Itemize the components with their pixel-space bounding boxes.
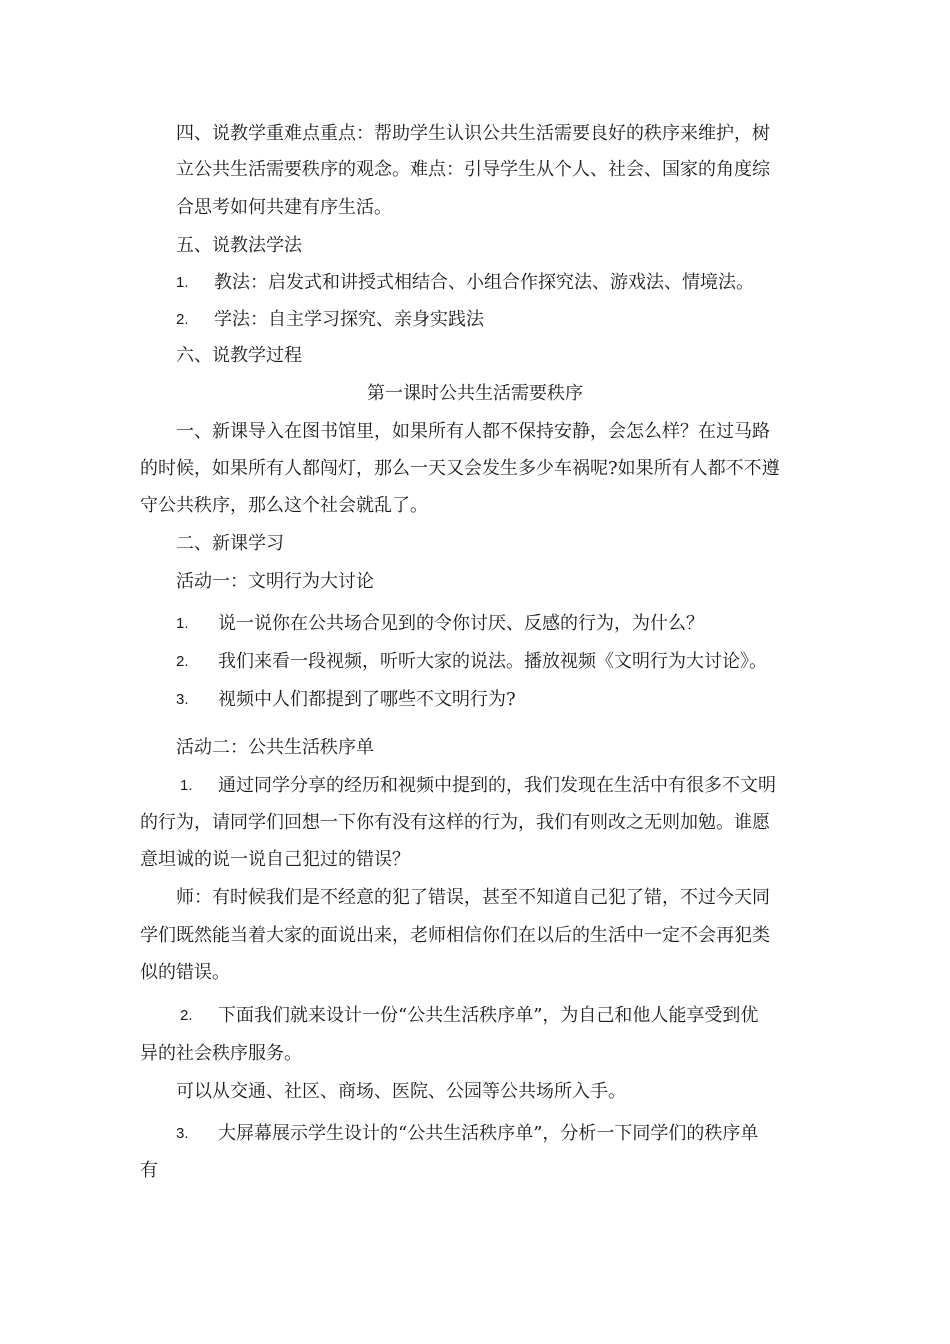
intro-line3: 守公共秩序，那么这个社会就乱了。 <box>140 495 428 516</box>
section6-heading: 六、说教学过程 <box>176 345 302 366</box>
section4-line2: 立公共生活需要秩序的观念。难点：引导学生从个人、社会、国家的角度综 <box>176 159 770 180</box>
activity1-item1-number: 1. <box>176 615 189 632</box>
section5-item2-text: 学法：自主学习探究、亲身实践法 <box>214 309 484 330</box>
activity2-p3-number: 3. <box>176 1125 189 1142</box>
activity1-item2-number: 2. <box>176 653 189 670</box>
teacher-line3: 似的错误。 <box>140 962 230 983</box>
activity2-p2-note: 可以从交通、社区、商场、医院、公园等公共场所入手。 <box>176 1081 626 1102</box>
new-lesson-heading: 二、新课学习 <box>176 533 284 554</box>
activity1-heading: 活动一：文明行为大讨论 <box>176 571 374 592</box>
section5-heading: 五、说教法学法 <box>176 235 302 256</box>
activity1-item2-text: 我们来看一段视频，听听大家的说法。播放视频《文明行为大讨论》。 <box>218 651 767 672</box>
activity2-p2-line1: 下面我们就来设计一份“公共生活秩序单”，为自己和他人能享受到优 <box>218 1005 759 1026</box>
intro-line1: 一、新课导入在图书馆里，如果所有人都不保持安静，会怎么样？在过马路 <box>176 421 770 442</box>
activity2-p2-line2: 异的社会秩序服务。 <box>140 1043 302 1064</box>
intro-line2: 的时候，如果所有人都闯灯，那么一天又会发生多少车祸呢?如果所有人都不不遵 <box>140 458 780 479</box>
section4-line3: 合思考如何共建有序生活。 <box>176 197 392 218</box>
activity2-p2-number: 2. <box>180 1007 193 1024</box>
activity2-p1-line1: 通过同学分享的经历和视频中提到的，我们发现在生活中有很多不文明 <box>218 775 776 796</box>
section5-item1-text: 教法：启发式和讲授式相结合、小组合作探究法、游戏法、情境法。 <box>214 272 754 293</box>
lesson-title: 第一课时公共生活需要秩序 <box>367 383 583 404</box>
activity1-item3-text: 视频中人们都提到了哪些不文明行为? <box>218 689 516 710</box>
activity2-p3-line1: 大屏幕展示学生设计的“公共生活秩序单”，分析一下同学们的秩序单 <box>218 1123 759 1144</box>
section5-item1-number: 1. <box>176 274 189 291</box>
section4-line1: 四、说教学重难点重点：帮助学生认识公共生活需要良好的秩序来维护，树 <box>176 123 770 144</box>
activity2-p3-line2: 有 <box>140 1160 158 1181</box>
teacher-line1: 师：有时候我们是不经意的犯了错误，甚至不知道自己犯了错，不过今天同 <box>176 887 770 908</box>
activity1-item1-text: 说一说你在公共场合见到的令你讨厌、反感的行为，为什么？ <box>218 613 704 634</box>
teacher-line2: 学们既然能当着大家的面说出来，老师相信你们在以后的生活中一定不会再犯类 <box>140 925 770 946</box>
section5-item2-number: 2. <box>176 311 189 328</box>
activity2-p1-number: 1. <box>180 777 193 794</box>
activity2-p1-line2: 的行为，请同学们回想一下你有没有这样的行为，我们有则改之无则加勉。谁愿 <box>140 812 770 833</box>
activity2-p1-line3: 意坦诚的说一说自己犯过的错误？ <box>140 849 410 870</box>
activity2-heading: 活动二：公共生活秩序单 <box>176 737 374 758</box>
activity1-item3-number: 3. <box>176 691 189 708</box>
